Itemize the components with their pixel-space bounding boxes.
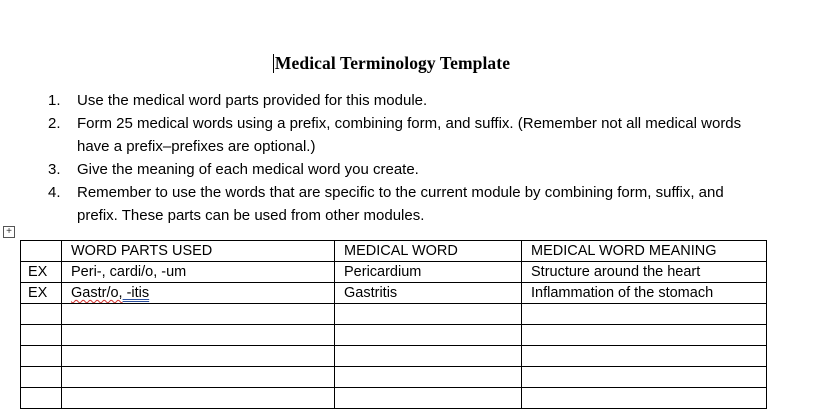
table-cell[interactable] [522, 304, 767, 325]
table-cell[interactable] [62, 325, 335, 346]
table-cell[interactable] [522, 388, 767, 409]
instruction-item [44, 89, 764, 112]
table-cell[interactable] [62, 346, 335, 367]
table-cell[interactable] [21, 325, 62, 346]
instruction-item [44, 181, 764, 227]
table-cell[interactable] [21, 346, 62, 367]
grammar-flagged-text: -itis [122, 285, 150, 301]
table-header-cell[interactable]: WORD PARTS USED [62, 241, 335, 262]
table-header-cell[interactable]: MEDICAL WORD [335, 241, 522, 262]
table-cell[interactable] [62, 367, 335, 388]
instruction-text: Give the meaning of each medical word you create. [77, 161, 419, 178]
table-cell[interactable]: Structure around the heart [522, 262, 767, 283]
instruction-number: 4. [48, 184, 61, 201]
instruction-text: Remember to use the words that are specific to the current module by combining form, suffix, and prefix. These parts can be used from other modules. [77, 184, 724, 224]
instruction-item [44, 158, 764, 181]
instructions-list [44, 89, 764, 227]
text-cursor [273, 54, 274, 73]
table-cell[interactable] [62, 388, 335, 409]
instruction-number: 3. [48, 161, 61, 178]
instruction-text: Use the medical word parts provided for this module. [77, 92, 428, 109]
table-cell[interactable]: EX [21, 262, 62, 283]
table-cell[interactable] [335, 325, 522, 346]
table-cell[interactable]: Inflammation of the stomach [522, 283, 767, 304]
table-header-cell[interactable]: MEDICAL WORD MEANING [522, 241, 767, 262]
table-move-handle-icon[interactable]: + [3, 226, 15, 238]
table-cell[interactable] [62, 283, 335, 304]
table-cell[interactable] [522, 346, 767, 367]
table-cell[interactable] [21, 304, 62, 325]
table-cell[interactable] [522, 367, 767, 388]
table-header-cell[interactable] [21, 241, 62, 262]
table-cell[interactable] [62, 304, 335, 325]
table-row [21, 283, 767, 304]
table-cell[interactable]: Pericardium [335, 262, 522, 283]
table-row [21, 304, 767, 325]
table-header-row [21, 241, 767, 262]
table-cell[interactable] [335, 304, 522, 325]
instruction-number: 1. [48, 92, 61, 109]
table-cell[interactable] [21, 367, 62, 388]
table-cell[interactable] [335, 367, 522, 388]
instruction-item [44, 112, 764, 158]
table-cell[interactable]: EX [21, 283, 62, 304]
table-cell[interactable]: Gastritis [335, 283, 522, 304]
table-row [21, 346, 767, 367]
table-cell[interactable]: Peri-, cardi/o, -um [62, 262, 335, 283]
table-row [21, 262, 767, 283]
table-row [21, 367, 767, 388]
instruction-text: Form 25 medical words using a prefix, combining form, and suffix. (Remember not all medical words have a prefix–prefixes are optional.) [77, 115, 742, 155]
word-table [20, 240, 767, 409]
document-title: Medical Terminology Template [274, 53, 511, 73]
misspelled-word: Gastr/o, [71, 285, 123, 301]
table-row [21, 388, 767, 409]
table-cell[interactable] [21, 388, 62, 409]
table-cell[interactable] [335, 346, 522, 367]
instruction-number: 2. [48, 115, 61, 132]
table-cell[interactable] [522, 325, 767, 346]
table-cell[interactable] [335, 388, 522, 409]
table-row [21, 325, 767, 346]
